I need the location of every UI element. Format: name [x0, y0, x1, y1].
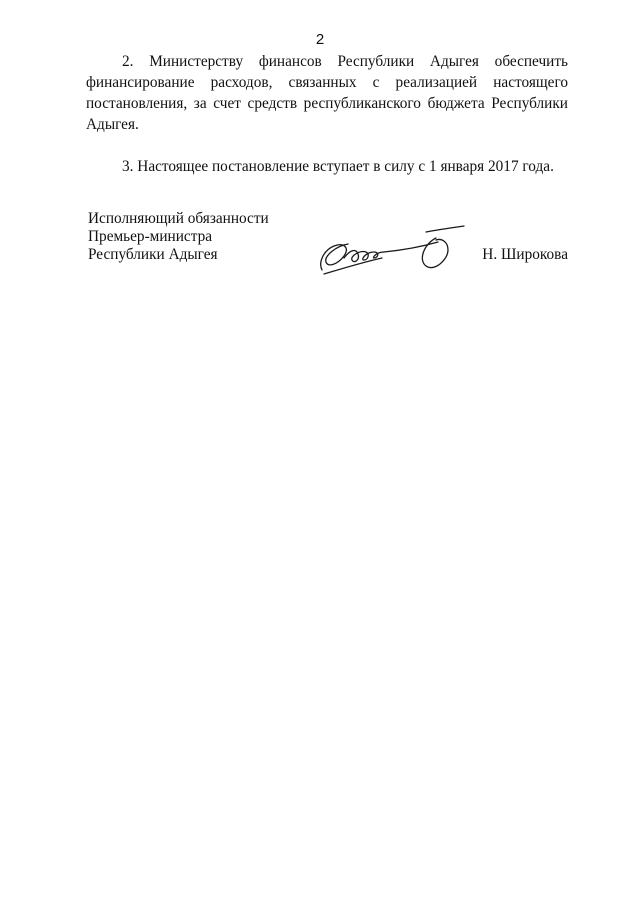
- page-number: 2: [315, 31, 325, 48]
- signer-title-line: Премьер-министра: [88, 228, 213, 245]
- handwritten-signature: [314, 210, 474, 280]
- paragraph-2: 2. Министерству финансов Республики Адыгея обеспечить финансирование расходов, связанных с реализацией настоящего постановления, за счет средств республиканского бюджета Республики Адыгея.: [86, 53, 568, 133]
- signer-title-line: Исполняющий обязанности: [88, 210, 269, 227]
- signer-title-line: Республики Адыгея: [88, 246, 218, 263]
- signer-title: [88, 210, 269, 264]
- signer-name: Н. Широкова: [482, 246, 568, 263]
- signature-block: [86, 210, 568, 280]
- paragraph-3: 3. Настоящее постановление вступает в силу с 1 января 2017 года.: [122, 158, 554, 175]
- document-body: [86, 51, 568, 177]
